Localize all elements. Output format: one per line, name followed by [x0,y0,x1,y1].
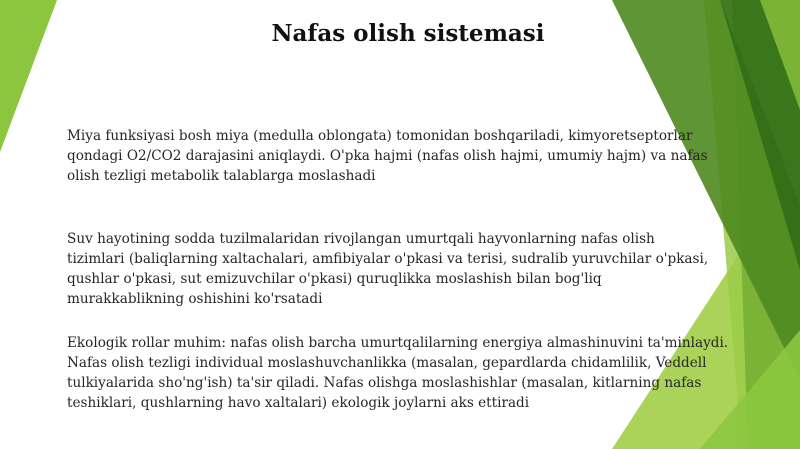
paragraph-evolution: Suv hayotining sodda tuzilmalaridan rivojlangan umurtqali hayvonlarning nafas olish tizimlari (baliqlarning xaltachalari, amfibiyalar o'pkasi va terisi, sudralib yuruvchilar o'pkasi, qushlar o'pkasi, sut emizuvchilar o'pkasi) quruqlikka moslashish bilan bog'liq murakkablikning oshishini ko'rsatadi [67,231,709,307]
slide-title: Nafas olish sistemasi [271,20,545,47]
paragraph-brain-control: Miya funksiyasi bosh miya (medulla oblongata) tomonidan boshqariladi, kimyoretseptorlar qondagi O2/CO2 darajasini aniqlaydi. O'pka hajmi (nafas olish hajmi, umumiy hajm) va nafas olish tezligi metabolik talablarga moslashadi [67,128,708,184]
paragraph-ecology: Ekologik rollar muhim: nafas olish barcha umurtqalilarning energiya almashinuvini ta'minlaydi. Nafas olish tezligi individual moslashuvchanlikka (masalan, gepardlarda chidamlilik, Veddell tulkiyalarida sho'ng'ish) ta'sir qiladi. Nafas olishga moslashishlar (masalan, kitlarning nafas teshiklari, qushlarning havo xaltalari) ekologik joylarni aks ettiradi [67,335,729,411]
